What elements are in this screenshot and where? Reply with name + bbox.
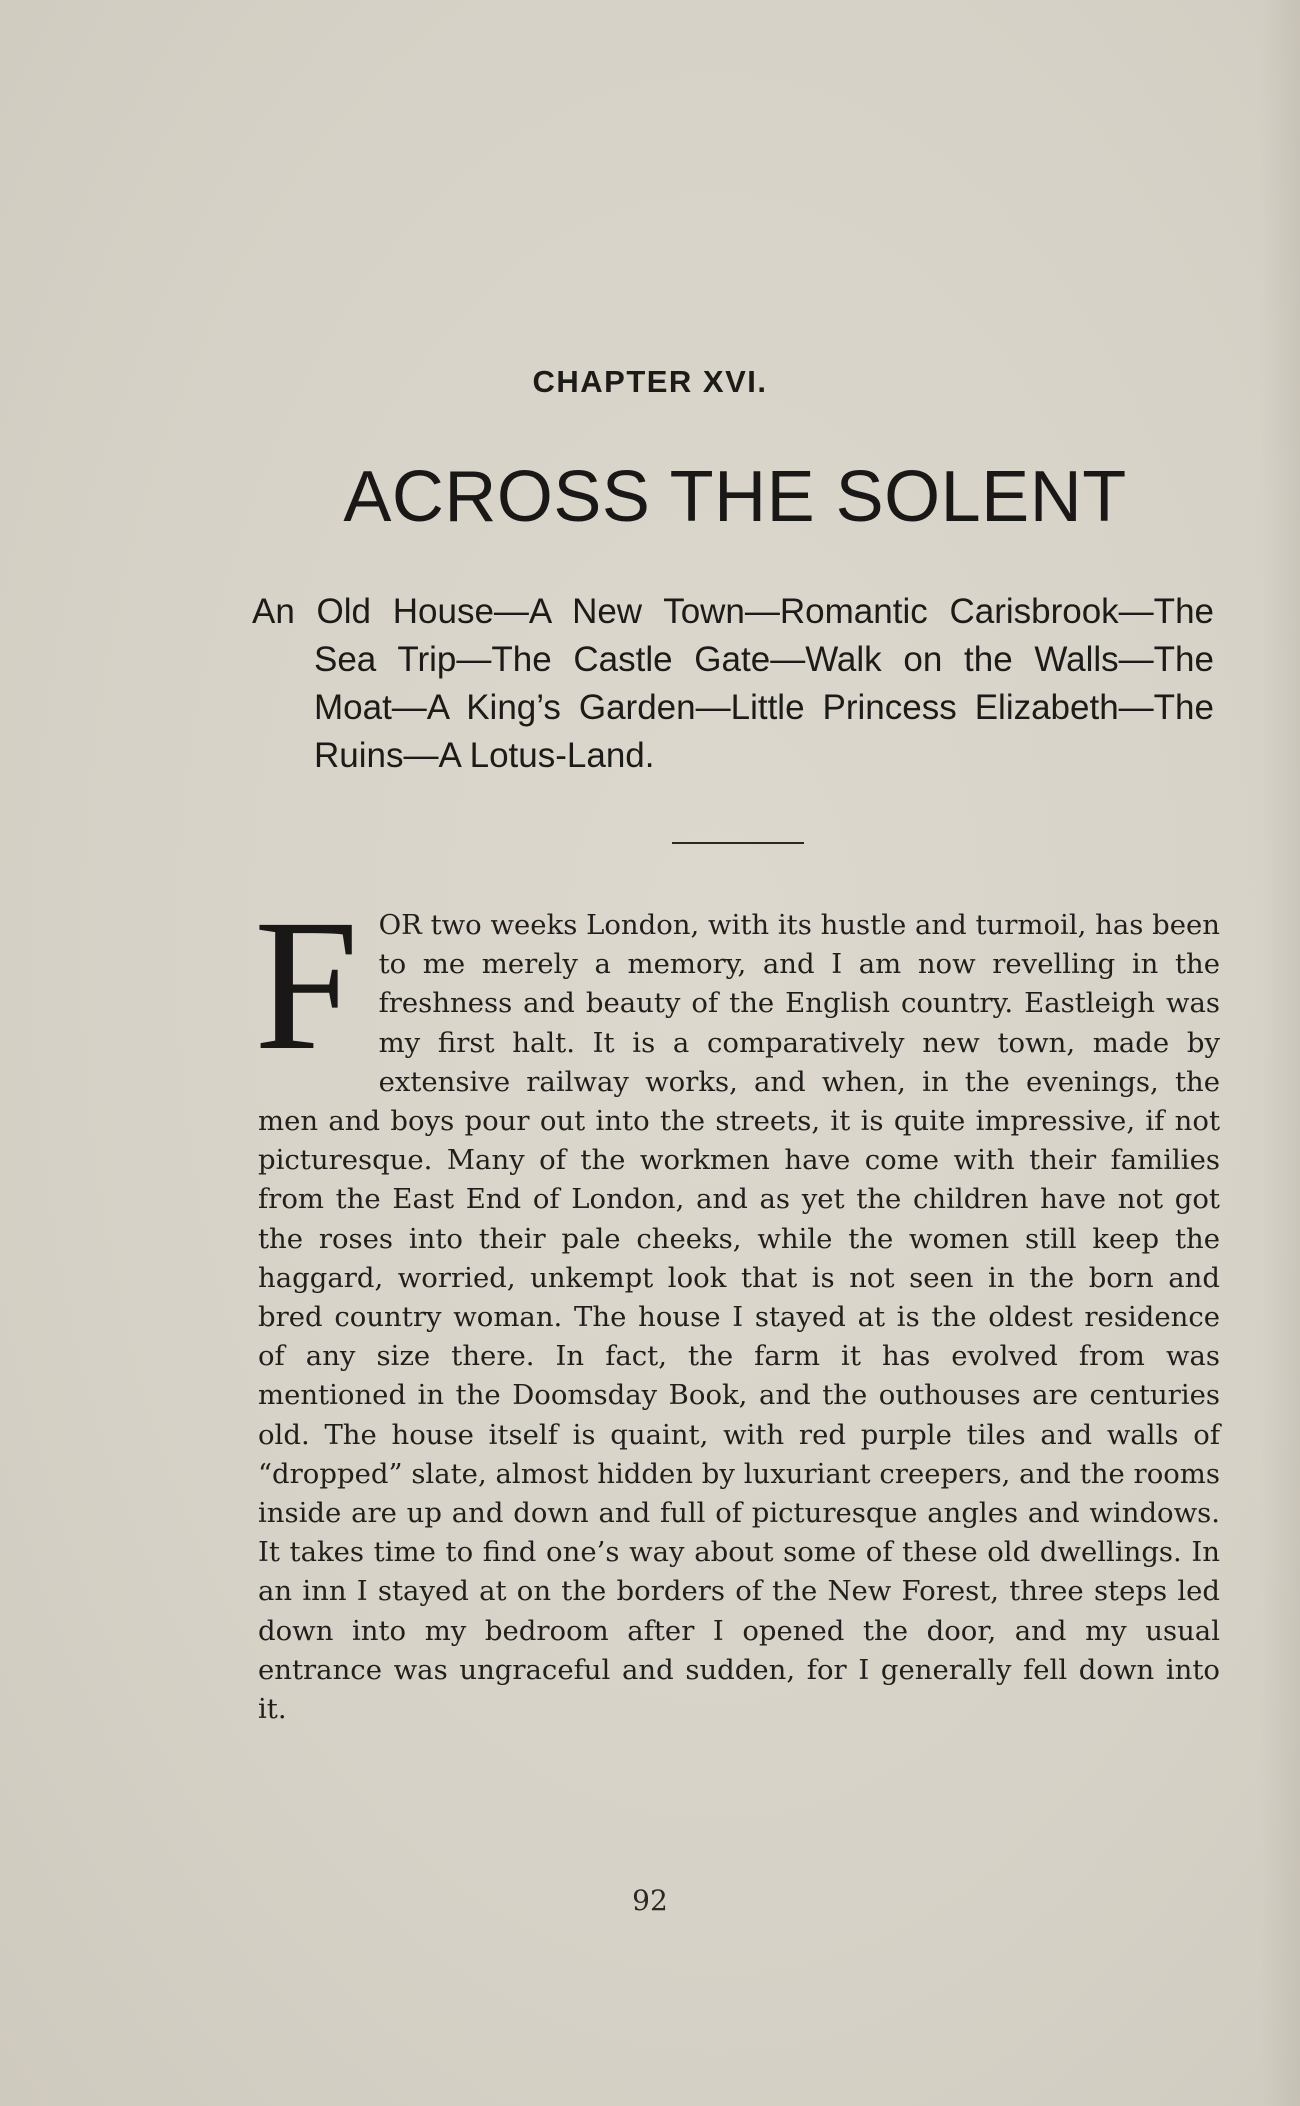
chapter-synopsis: An Old House—A New Town—Romantic Carisbrook—The Sea Trip—The Castle Gate—Walk on the Walls—The Moat—A King’s Garden—Little Princess Elizabeth—The Ruins—A Lotus-Land.	[252, 592, 1214, 775]
section-divider	[672, 842, 804, 844]
body-text: OR two weeks London, with its hustle and turmoil, has been to me merely a memory, and I am now revelling in the freshness and beauty of the English country. Eastleigh was my first halt. It is a comparatively new town, made by extensive railway works, and when, in the evenings, the men and boys pour out into the streets, it is quite impressive, if not picturesque. Many of the workmen have come with their families from the East End of London, and as yet the children have not got the roses into their pale cheeks, while the women still keep the haggard, worried, unkempt look that is not seen in the born and bred country woman. The house I stayed at is the oldest residence of any size there. In fact, the farm it has evolved from was mentioned in the Doomsday Book, and the outhouses are centuries old. The house itself is quaint, with red purple tiles and walls of “dropped” slate, almost hidden by luxuriant creepers, and the rooms inside are up and down and full of picturesque angles and windows. It takes time to find one’s way about some of these old dwellings. In an inn I stayed at on the borders of the New Forest, three steps led down into my bedroom after I opened the door, and my usual entrance was ungraceful and sudden, for I generally fell down into it.	[258, 909, 1220, 1726]
drop-cap: F	[254, 880, 359, 1089]
chapter-label: CHAPTER XVI.	[532, 364, 768, 399]
chapter-title: ACROSS THE SOLENT	[343, 457, 1127, 537]
body-paragraph	[254, 880, 1220, 1729]
page-number: 92	[632, 1884, 668, 1917]
